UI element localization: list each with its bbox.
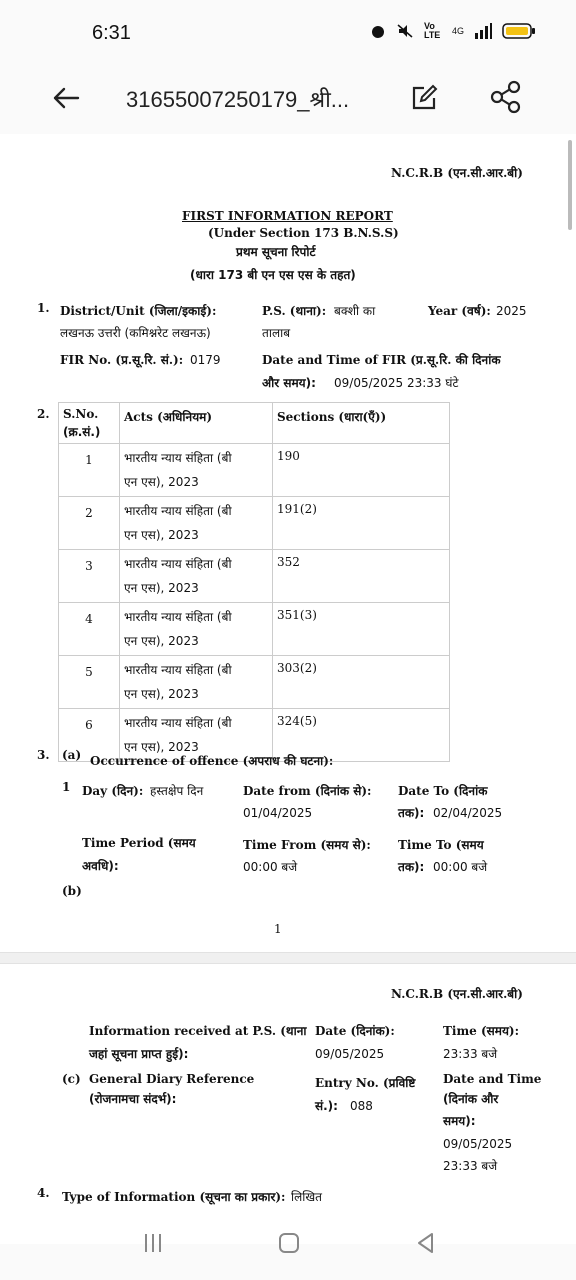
report-heading: FIRST INFORMATION REPORT <box>182 209 393 223</box>
row-act-line1: भारतीय न्याय संहिता (बी <box>124 504 232 518</box>
info-received-label-cont: जहां सूचना प्राप्त हुई): <box>89 1047 189 1061</box>
row-act <box>120 497 273 550</box>
row-section <box>273 603 450 656</box>
info-type-label: Type of Information (सूचना का प्रकार): <box>62 1190 286 1204</box>
row-section-text: 191(2) <box>277 502 317 516</box>
row-act-line2: एन एस), 2023 <box>124 687 199 701</box>
table-row <box>59 550 450 603</box>
row-act-line2: एन एस), 2023 <box>124 475 199 489</box>
gd-reference-label-cont: (रोजनामचा संदर्भ): <box>89 1092 177 1106</box>
row-section <box>273 656 450 709</box>
time-from-value: 00:00 बजे <box>243 860 298 874</box>
section-4-number: 4. <box>37 1186 50 1200</box>
acts-table-header <box>59 403 450 444</box>
report-heading-hindi: प्रथम सूचना रिपोर्ट <box>236 245 316 259</box>
time-to-value: 00:00 बजे <box>433 860 488 874</box>
date-from-value: 01/04/2025 <box>243 806 313 820</box>
date-to-label: Date To (दिनांक <box>398 784 488 798</box>
row-sno <box>59 444 120 497</box>
row-sno-text: 1 <box>85 453 93 467</box>
sections-header-text: Sections (धारा(एँ)) <box>277 410 387 424</box>
fir-value: 0179 <box>190 353 221 367</box>
row-section <box>273 444 450 497</box>
row-act <box>120 656 273 709</box>
network-label: 4G <box>451 26 464 36</box>
year-label: Year (वर्ष): <box>428 304 491 318</box>
entry-no-label-cont: सं.): <box>315 1099 338 1113</box>
sno-header <box>59 403 120 444</box>
status-bar <box>0 0 576 64</box>
acts-header-text: Acts (अधिनियम) <box>124 410 213 424</box>
row-act-line1: भारतीय न्याय संहिता (बी <box>124 451 232 465</box>
row-section-text: 303(2) <box>277 661 317 675</box>
fir-datetime-label-cont: और समय): <box>262 376 316 390</box>
row-act-line2: एन एस), 2023 <box>124 740 199 754</box>
home-icon[interactable] <box>278 1232 300 1254</box>
time-to-label-cont: तक): <box>398 860 425 874</box>
table-row <box>59 497 450 550</box>
gd-date-value: 09/05/2025 <box>443 1137 513 1151</box>
section-2-number: 2. <box>37 407 50 421</box>
time-period-label: Time Period (समय <box>82 836 196 850</box>
edit-icon[interactable] <box>410 84 438 112</box>
recent-apps-icon[interactable] <box>142 1230 164 1256</box>
ncrb-label-page2: N.C.R.B (एन.सी.आर.बी) <box>391 987 523 1001</box>
year-value: 2025 <box>496 304 527 318</box>
sno-header-hindi: (क्र.सं.) <box>63 425 101 439</box>
signal-icon <box>474 23 492 39</box>
row-sno <box>59 603 120 656</box>
row-act-line2: एन एस), 2023 <box>124 528 199 542</box>
entry-no-value: 088 <box>350 1099 373 1113</box>
row-act-line2: एन एस), 2023 <box>124 581 199 595</box>
table-row <box>59 603 450 656</box>
row-act-line1: भारतीय न्याय संहिता (बी <box>124 610 232 624</box>
status-time: 6:31 <box>92 22 131 44</box>
page-number: 1 <box>274 922 282 936</box>
occurrence-label: Occurrence of offence (अपराध की घटना): <box>90 754 334 768</box>
gd-reference-label: General Diary Reference <box>89 1072 255 1086</box>
occurrence-item-number: 1 <box>62 780 71 794</box>
time-from-label: Time From (समय से): <box>243 838 371 852</box>
share-icon[interactable] <box>490 80 522 114</box>
info-type-value: लिखित <box>291 1190 323 1204</box>
date-from-label: Date from (दिनांक से): <box>243 784 372 798</box>
row-section <box>273 497 450 550</box>
info-time-value: 23:33 बजे <box>443 1047 498 1061</box>
report-subheading: (Under Section 173 B.N.S.S) <box>208 226 399 240</box>
battery-icon <box>502 22 536 40</box>
section-3-number: 3. <box>37 748 50 762</box>
section-1-number: 1. <box>37 301 50 315</box>
info-date-label: Date (दिनांक): <box>315 1024 395 1038</box>
ps-value-cont: तालाब <box>262 326 291 340</box>
info-received-label: Information received at P.S. (थाना <box>89 1024 307 1038</box>
row-act <box>120 603 273 656</box>
row-act <box>120 550 273 603</box>
ps-value: बक्शी का <box>334 304 376 318</box>
row-sno <box>59 497 120 550</box>
section-3c-label: (c) <box>62 1072 81 1086</box>
date-to-value: 02/04/2025 <box>433 806 503 820</box>
gd-datetime-label-cont2: समय): <box>443 1114 476 1128</box>
day-label: Day (दिन): <box>82 784 144 798</box>
table-row <box>59 444 450 497</box>
fir-label: FIR No. (प्र.सू.रि. सं.): <box>60 353 184 367</box>
fir-datetime-label: Date and Time of FIR (प्र.सू.रि. की दिनांक <box>262 353 501 367</box>
row-section-text: 352 <box>277 555 300 569</box>
info-time-label: Time (समय): <box>443 1024 520 1038</box>
row-section-text: 190 <box>277 449 300 463</box>
row-sno <box>59 656 120 709</box>
page-separator <box>0 952 576 964</box>
row-act-line2: एन एस), 2023 <box>124 634 199 648</box>
row-section <box>273 550 450 603</box>
row-sno-text: 6 <box>85 718 93 732</box>
scrollbar[interactable] <box>568 140 572 230</box>
sections-header <box>273 403 450 444</box>
acts-table <box>58 402 450 762</box>
system-nav-bar <box>0 1244 576 1280</box>
gd-time-value: 23:33 बजे <box>443 1159 498 1173</box>
day-value: हस्तक्षेप दिन <box>150 784 204 798</box>
status-icons <box>370 22 536 40</box>
entry-no-label: Entry No. (प्रविष्टि <box>315 1076 416 1090</box>
gd-datetime-label: Date and Time <box>443 1072 542 1086</box>
sno-header-text: S.No. <box>63 407 99 421</box>
row-act-line1: भारतीय न्याय संहिता (बी <box>124 557 232 571</box>
row-sno-text: 2 <box>85 506 93 520</box>
nav-back-icon[interactable] <box>414 1231 438 1255</box>
row-sno <box>59 550 120 603</box>
volte-icon: Vo LTE <box>423 21 441 40</box>
section-3b-label: (b) <box>62 884 82 898</box>
fir-datetime-value: 09/05/2025 23:33 घंटे <box>334 376 459 390</box>
district-label: District/Unit (जिला/इकाई): <box>60 304 217 318</box>
section-3a-label: (a) <box>62 748 82 762</box>
row-act-line1: भारतीय न्याय संहिता (बी <box>124 716 232 730</box>
ps-label: P.S. (थाना): <box>262 304 327 318</box>
time-to-label: Time To (समय <box>398 838 484 852</box>
document-title: 31655007250179_श्री... <box>126 87 350 112</box>
row-act <box>120 444 273 497</box>
row-sno-text: 5 <box>85 665 93 679</box>
info-date-value: 09/05/2025 <box>315 1047 385 1061</box>
row-sno-text: 4 <box>85 612 93 626</box>
back-arrow-icon[interactable] <box>50 82 82 114</box>
date-to-label-cont: तक): <box>398 806 425 820</box>
alarm-icon <box>370 23 386 39</box>
ncrb-label: N.C.R.B (एन.सी.आर.बी) <box>391 166 523 180</box>
report-subheading-hindi: (धारा 173 बी एन एस एस के तहत) <box>190 268 356 282</box>
row-section-text: 324(5) <box>277 714 317 728</box>
row-sno-text: 3 <box>85 559 93 573</box>
app-bar <box>0 64 576 134</box>
acts-header <box>120 403 273 444</box>
row-section-text: 351(3) <box>277 608 317 622</box>
mute-icon <box>396 23 414 39</box>
table-row <box>59 656 450 709</box>
row-act-line1: भारतीय न्याय संहिता (बी <box>124 663 232 677</box>
time-period-label-cont: अवधि): <box>82 859 119 873</box>
district-value: लखनऊ उत्तरी (कमिश्नरेट लखनऊ) <box>60 326 211 340</box>
gd-datetime-label-cont: (दिनांक और <box>443 1092 499 1106</box>
